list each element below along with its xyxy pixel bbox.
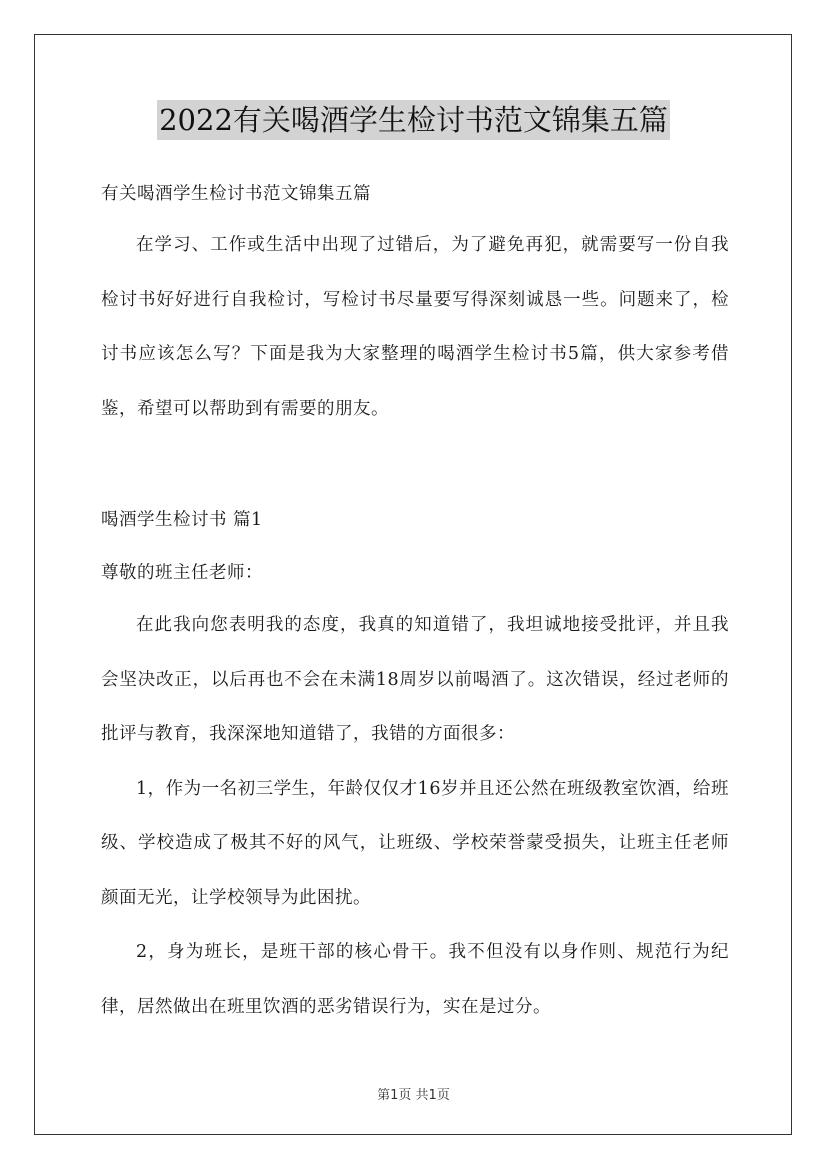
section-heading: 喝酒学生检讨书 篇1 [101, 510, 263, 530]
page-footer: 第1页 共1页 [377, 1088, 450, 1103]
body-paragraph-3: 2，身为班长，是班干部的核心骨干。我不但没有以身作则、规范行为纪律，居然做出在班里饮酒的恶劣错误行为，实在是过分。 [101, 942, 729, 1017]
salutation: 尊敬的班主任老师： [101, 563, 263, 583]
body-paragraph-1: 在此我向您表明我的态度，我真的知道错了，我坦诚地接受批评，并且我会坚决改正，以后再也不会在未满18周岁以前喝酒了。这次错误，经过老师的批评与教育，我深深地知道错了，我错的方面很多： [101, 615, 729, 744]
document-subtitle: 有关喝酒学生检讨书范文锦集五篇 [101, 184, 371, 204]
section-body [101, 598, 729, 1034]
intro-paragraph: 在学习、工作或生活中出现了过错后，为了避免再犯，就需要写一份自我检讨书好好进行自我检讨，写检讨书尽量要写得深刻诚恳一些。问题来了，检讨书应该怎么写？下面是我为大家整理的喝酒学生检讨书5篇，供大家参考借鉴，希望可以帮助到有需要的朋友。 [101, 235, 729, 419]
document-title: 2022有关喝酒学生检讨书范文锦集五篇 [157, 100, 670, 140]
body-paragraph-2: 1，作为一名初三学生，年龄仅仅才16岁并且还公然在班级教室饮酒，给班级、学校造成了极其不好的风气，让班级、学校荣誉蒙受损失，让班主任老师颜面无光，让学校领导为此困扰。 [101, 778, 729, 908]
intro-block [101, 218, 729, 436]
title-container [0, 100, 827, 140]
